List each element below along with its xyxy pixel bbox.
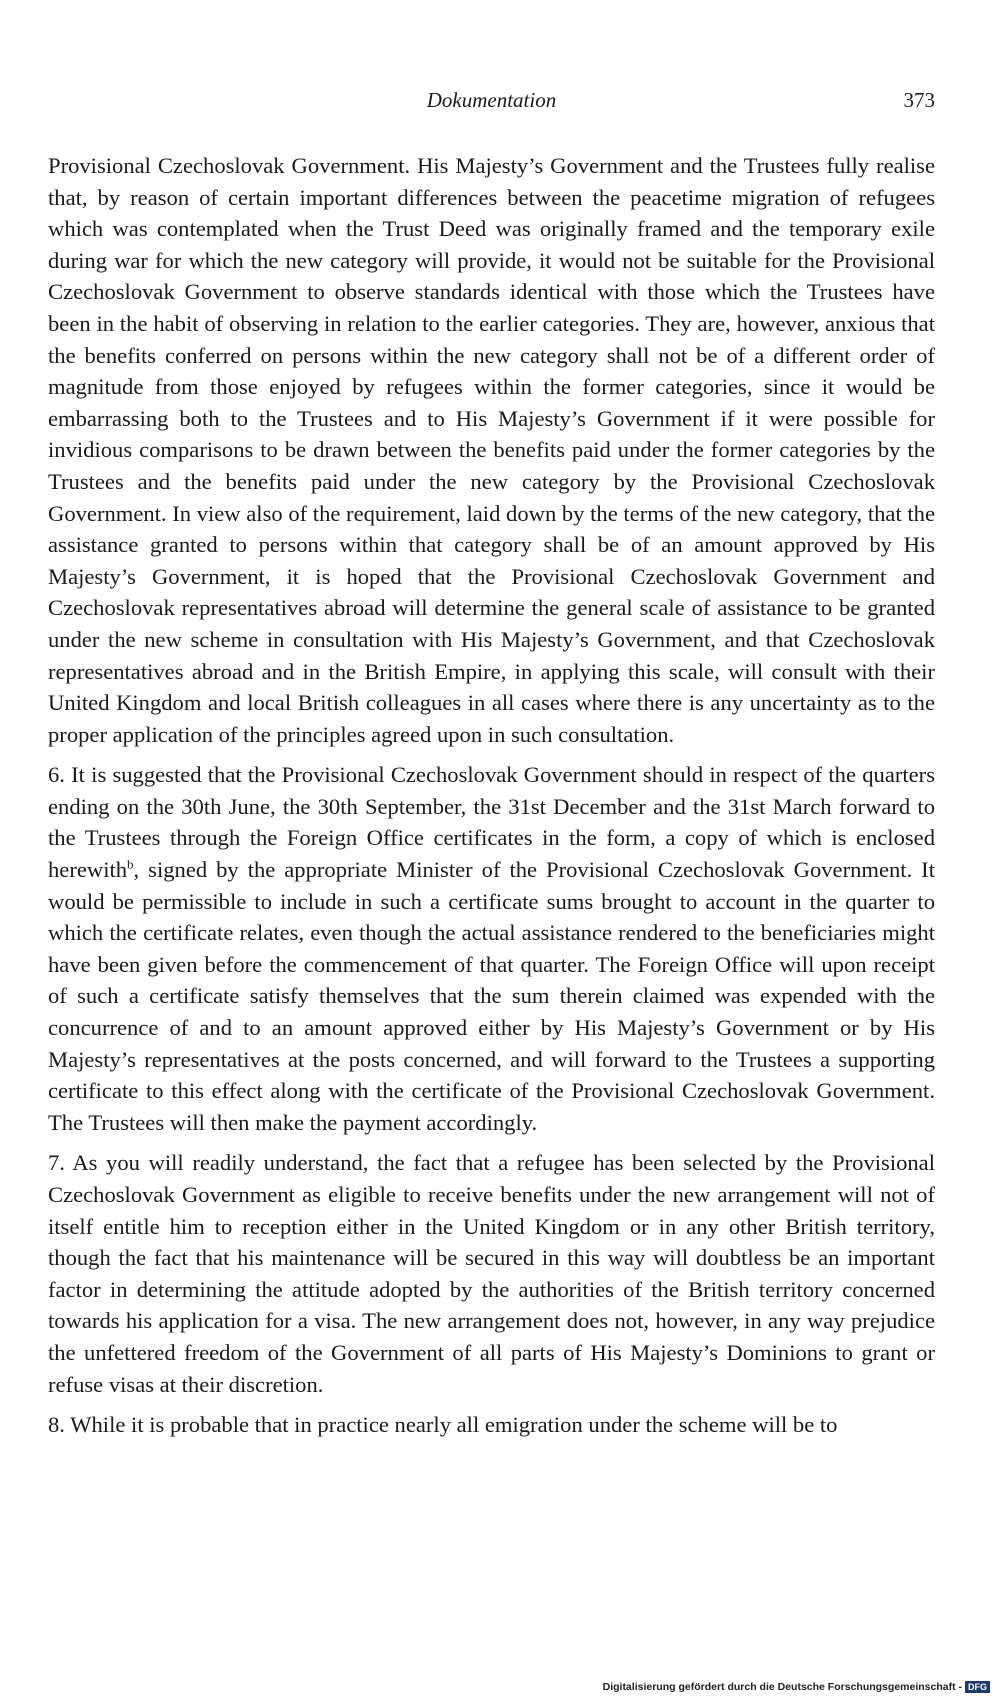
credit-text: Digitalisierung gefördert durch die Deutsche Forschungsgemeinschaft - [602, 1680, 962, 1693]
paragraph-7: 7. As you will readily understand, the fact that a refugee has been selected by the Provisional Czechoslovak Government as eligible to receive benefits under the new arrangement will not of itself entitle him to reception either in the United Kingdom or in any other British territory, though the fact that his maintenance will be secured in this way will doubtless be an important factor in determining the attitude adopted by the authorities of the British territory concerned towards his application for a visa. The new arrangement does not, however, in any way prejudice the unfettered freedom of the Government of all parts of His Majesty’s Dominions to grant or refuse visas at their discretion. [48, 1150, 935, 1397]
paragraph-6-text-start: 6. It is suggested that the Provisional Czechoslovak Government should in respect of the quarters ending on the 30th June, the 30th September, the 31st December and the 31st March forward to the Trustees through the Foreign Office certificates in the form, a copy of which is enclosed herewith [48, 762, 935, 883]
paragraph-6-text-end: , signed by the appropriate Minister of the Provisional Czechoslovak Government. It would be permissible to include in such a certificate sums brought to account in the quarter to which the certificate relates, even though the actual assistance rendered to the beneficiaries might have been given before the commencement of that quarter. The Foreign Office will upon receipt of such a certificate satisfy themselves that the sum therein claimed was expended with the concurrence of and to an amount approved either by His Majesty’s Government or by His Majesty’s representatives at the posts concerned, and will forward to the Trustees a supporting certificate to this effect along with the certificate of the Provisional Czechoslovak Government. The Trustees will then make the payment accordingly. [48, 857, 935, 1135]
running-header [48, 88, 935, 118]
header-title: Dokumentation [426, 88, 557, 112]
digitization-credit [603, 1681, 990, 1693]
dfg-logo: DFG [965, 1681, 990, 1693]
paragraph-8: 8. While it is probable that in practice nearly all emigration under the scheme will be to [48, 1412, 838, 1438]
page-number: 373 [903, 88, 935, 112]
paragraph-continuation: Provisional Czechoslovak Government. His Majesty’s Government and the Trustees fully realise that, by reason of certain important differences between the peacetime migration of refugees which was contemplated when the Trust Deed was originally framed and the temporary exile during war for which the new category will provide, it would not be suitable for the Provisional Czechoslovak Government to observe standards identical with those which the Trustees have been in the habit of observing in relation to the earlier categories. They are, however, anxious that the benefits conferred on persons within the new category shall not be of a different order of magnitude from those enjoyed by refugees within the former categories, since it would be embarrassing both to the Trustees and to His Majesty’s Government if it were possible for invidious comparisons to be drawn between the benefits paid under the former categories by the Trustees and the benefits paid under the new category by the Provisional Czechoslovak Government. In view also of the requirement, laid down by the terms of the new category, that the assistance granted to persons within that category shall be of an amount approved by His Majesty’s Government, it is hoped that the Provisional Czechoslovak Government and Czechoslovak representatives abroad will determine the general scale of assistance to be granted under the new scheme in consultation with His Majesty’s Government, and that Czechoslovak representatives abroad and in the British Empire, in applying this scale, will consult with their United Kingdom and local British colleagues in all cases where there is any uncertainty as to the proper application of the principles agreed upon in such consultation. [48, 153, 935, 747]
paragraph-6 [48, 759, 935, 1138]
footnote-marker: b [127, 856, 134, 872]
body-text [48, 150, 935, 1450]
